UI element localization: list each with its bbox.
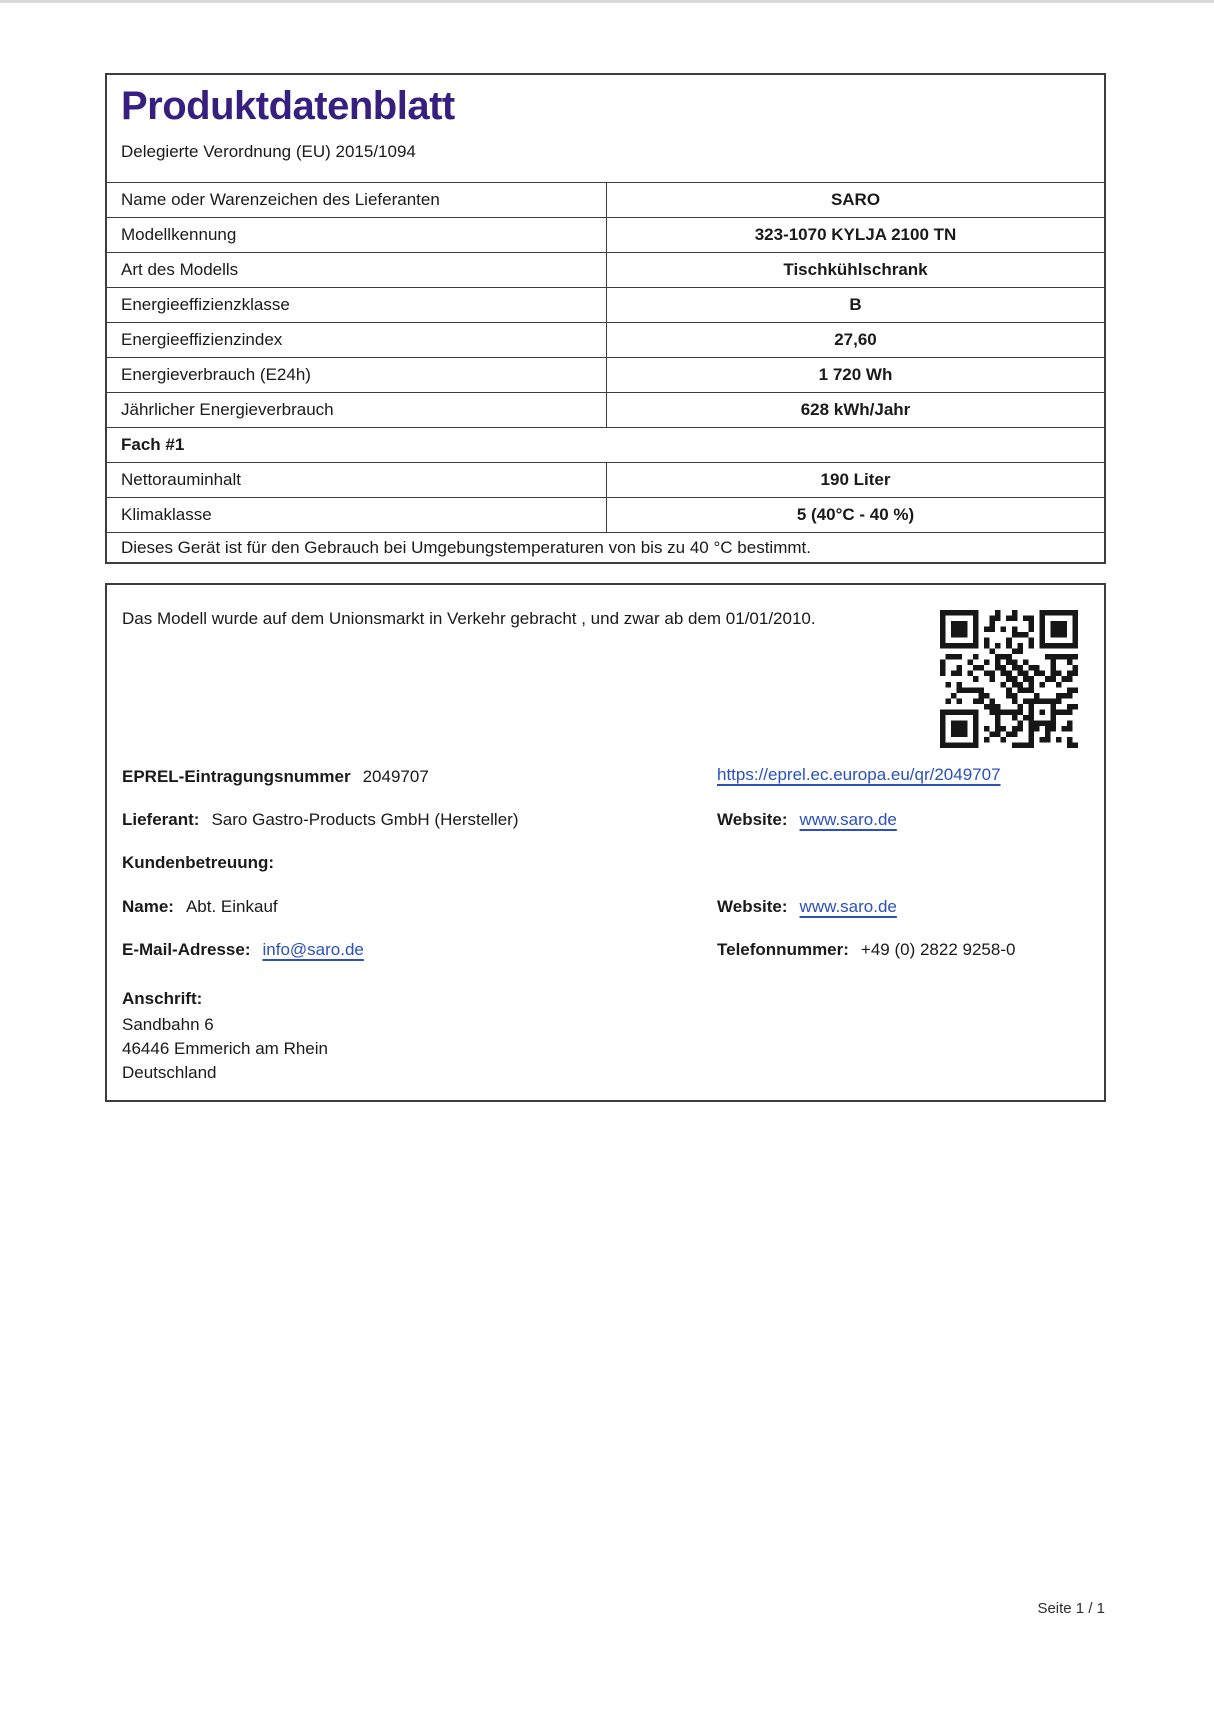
eprel-label: EPREL-Eintragungsnummer: [122, 767, 351, 786]
row-label: Energieeffizienzindex: [107, 323, 607, 357]
table-row-energy-index: [107, 322, 1104, 357]
customer-support-heading-line: [122, 853, 274, 873]
row-label: Klimaklasse: [107, 498, 607, 532]
row-label: Energieverbrauch (E24h): [107, 358, 607, 392]
page-number: Seite 1 / 1: [1037, 1600, 1105, 1617]
page-title: Produktdatenblatt: [121, 84, 455, 128]
row-label: Modellkennung: [107, 218, 607, 252]
row-label: Jährlicher Energieverbrauch: [107, 393, 607, 427]
table-note-row: [107, 532, 1104, 562]
product-datasheet-box: [105, 73, 1106, 564]
row-value: 5 (40°C - 40 %): [796, 505, 915, 524]
market-info-box: [105, 583, 1106, 1102]
address-block: [122, 1013, 328, 1085]
address-heading-line: [122, 989, 202, 1009]
website-label: Website:: [717, 897, 788, 916]
row-value: B: [849, 295, 862, 314]
website-link[interactable]: www.saro.de: [799, 897, 897, 916]
customer-support-heading: Kundenbetreuung:: [122, 853, 275, 872]
email-link[interactable]: info@saro.de: [262, 940, 364, 959]
address-city: 46446 Emmerich am Rhein: [122, 1039, 328, 1058]
row-value: SARO: [830, 190, 881, 209]
table-row-energy-consumption-24h: [107, 357, 1104, 392]
contact-name-value: Abt. Einkauf: [185, 897, 278, 916]
row-value: 323-1070 KYLJA 2100 TN: [754, 225, 957, 244]
phone-label: Telefonnummer:: [717, 940, 849, 959]
eprel-link[interactable]: https://eprel.ec.europa.eu/qr/2049707: [717, 765, 1001, 784]
row-value: 27,60: [834, 330, 877, 349]
email-line: [122, 940, 364, 960]
row-label: Art des Modells: [107, 253, 607, 287]
supplier-value: Saro Gastro-Products GmbH (Hersteller): [211, 810, 519, 829]
phone-value: +49 (0) 2822 9258-0: [860, 940, 1016, 959]
table-row-climate-class: [107, 497, 1104, 532]
row-label: Nettorauminhalt: [107, 463, 607, 497]
address-country: Deutschland: [122, 1063, 217, 1082]
website-line-2: [717, 897, 897, 917]
row-value: 190 Liter: [820, 470, 891, 489]
website-label: Website:: [717, 810, 788, 829]
regulation-subtitle: Delegierte Verordnung (EU) 2015/1094: [121, 142, 416, 161]
address-label: Anschrift:: [122, 989, 203, 1008]
row-label: Name oder Warenzeichen des Lieferanten: [107, 183, 607, 217]
row-value: 628 kWh/Jahr: [800, 400, 911, 419]
table-row-energy-class: [107, 287, 1104, 322]
table-row-supplier-name: [107, 182, 1104, 217]
section-heading: Fach #1: [121, 435, 185, 454]
email-label: E-Mail-Adresse:: [122, 940, 251, 959]
row-value: 1 720 Wh: [818, 365, 893, 384]
qr-code-icon: [940, 610, 1078, 748]
address-street: Sandbahn 6: [122, 1015, 214, 1034]
market-placement-paragraph: Das Modell wurde auf dem Unionsmarkt in Verkehr gebracht , und zwar ab dem 01/01/2010.: [122, 609, 816, 628]
contact-name-label: Name:: [122, 897, 174, 916]
website-line-1: [717, 810, 897, 830]
contact-name-line: [122, 897, 278, 917]
supplier-line: [122, 810, 519, 830]
phone-line: [717, 940, 1015, 960]
page-edge-artifact: [0, 0, 1214, 3]
table-row-annual-consumption: [107, 392, 1104, 427]
row-value: Tischkühlschrank: [783, 260, 928, 279]
row-label: Energieeffizienzklasse: [107, 288, 607, 322]
website-link[interactable]: www.saro.de: [799, 810, 897, 829]
eprel-number-line: [122, 767, 429, 787]
table-row-model-type: [107, 252, 1104, 287]
datasheet-header: [107, 75, 1104, 182]
table-section-row-compartment: [107, 427, 1104, 462]
ambient-temperature-note: Dieses Gerät ist für den Gebrauch bei Umgebungstemperaturen von bis zu 40 °C bestimmt.: [121, 538, 811, 557]
table-row-model-id: [107, 217, 1104, 252]
table-row-net-volume: [107, 462, 1104, 497]
supplier-label: Lieferant:: [122, 810, 200, 829]
eprel-link-line: [717, 765, 1001, 785]
eprel-number: 2049707: [362, 767, 429, 786]
